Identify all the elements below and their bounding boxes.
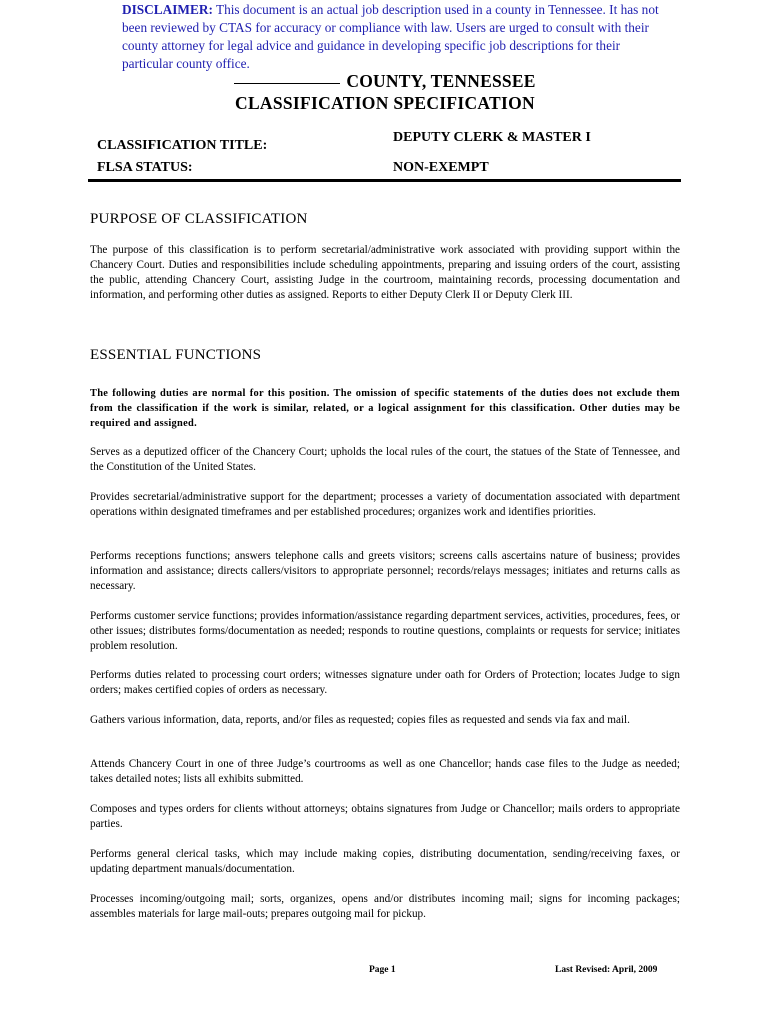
header-divider bbox=[88, 179, 681, 182]
county-heading bbox=[0, 71, 770, 92]
function-item: Processes incoming/outgoing mail; sorts, organizes, opens and/or distributes incoming mail; signs for incoming packages; assembles materials for large mail-outs; prepares outgoing mail for pickup. bbox=[90, 893, 680, 920]
county-heading-text: COUNTY, TENNESSEE bbox=[346, 71, 536, 91]
purpose-text: The purpose of this classification is to perform secretarial/administrative work associated with providing support within the Chancery Court. Duties and responsibilities include scheduling appointments, preparing and issuing orders of the court, assisting the public, attending Chancery Court, assisting Judge in the courtroom, maintaining records, processing documentation and information, and performing other duties as assigned. Reports to either Deputy Clerk II or Deputy Clerk III. bbox=[90, 244, 680, 301]
essential-functions-intro: The following duties are normal for this position. The omission of specific statements of the duties does not exclude them from the classification if the work is similar, related, or a logical assignment for this classification. Other duties may be required and assigned. bbox=[90, 388, 680, 429]
classification-title-value: DEPUTY CLERK & MASTER I bbox=[393, 130, 591, 145]
function-item: Attends Chancery Court in one of three Judge’s courtrooms as well as one Chancellor; hands case files to the Judge as needed; takes detailed notes; lists all exhibits submitted. bbox=[90, 758, 680, 785]
function-item: Performs general clerical tasks, which may include making copies, distributing documentation, sending/receiving faxes, or updating department manuals/documentation. bbox=[90, 848, 680, 875]
function-item: Serves as a deputized officer of the Chancery Court; upholds the local rules of the court, the statues of the State of Tennessee, and the Constitution of the United States. bbox=[90, 446, 680, 473]
function-item: Performs customer service functions; provides information/assistance regarding department services, activities, procedures, fees, or other issues; distributes forms/documentation as needed; responds to routine questions, complaints or requests for service; initiates problem resolution. bbox=[90, 610, 680, 652]
function-item: Performs duties related to processing court orders; witnesses signature under oath for Orders of Protection; locates Judge to sign orders; makes certified copies of orders as necessary. bbox=[90, 669, 680, 696]
flsa-status-label: FLSA STATUS: bbox=[97, 160, 193, 175]
function-item: Performs receptions functions; answers telephone calls and greets visitors; screens calls ascertains nature of business; provides information and assistance; directs callers/visitors to appropriate personnel; records/relays messages; initiates and returns calls as necessary. bbox=[90, 550, 680, 592]
essential-functions-heading: ESSENTIAL FUNCTIONS bbox=[90, 347, 262, 363]
page-number: Page 1 bbox=[369, 965, 396, 975]
disclaimer bbox=[122, 1, 662, 73]
classification-title-label: CLASSIFICATION TITLE: bbox=[97, 138, 268, 153]
function-item: Provides secretarial/administrative support for the department; processes a variety of documentation associated with department operations within designated timeframes and per established procedures; organizes work and identifies priorities. bbox=[90, 491, 680, 518]
purpose-heading: PURPOSE OF CLASSIFICATION bbox=[90, 211, 308, 227]
disclaimer-text: This document is an actual job description used in a county in Tennessee. It has not been reviewed by CTAS for accuracy or compliance with law. Users are urged to consult with their county attorney for legal advice and guidance in developing specific job descriptions for their particular county office. bbox=[122, 2, 659, 71]
disclaimer-lead: DISCLAIMER: bbox=[122, 2, 213, 17]
function-item: Gathers various information, data, reports, and/or files as requested; copies files as requested and sends via fax and mail. bbox=[90, 714, 630, 726]
flsa-status-value: NON-EXEMPT bbox=[393, 160, 489, 175]
last-revised: Last Revised: April, 2009 bbox=[555, 965, 658, 975]
county-name-blank bbox=[234, 83, 340, 84]
document-title: CLASSIFICATION SPECIFICATION bbox=[235, 93, 535, 113]
function-item: Composes and types orders for clients without attorneys; obtains signatures from Judge or Chancellor; mails orders to appropriate parties. bbox=[90, 803, 680, 830]
